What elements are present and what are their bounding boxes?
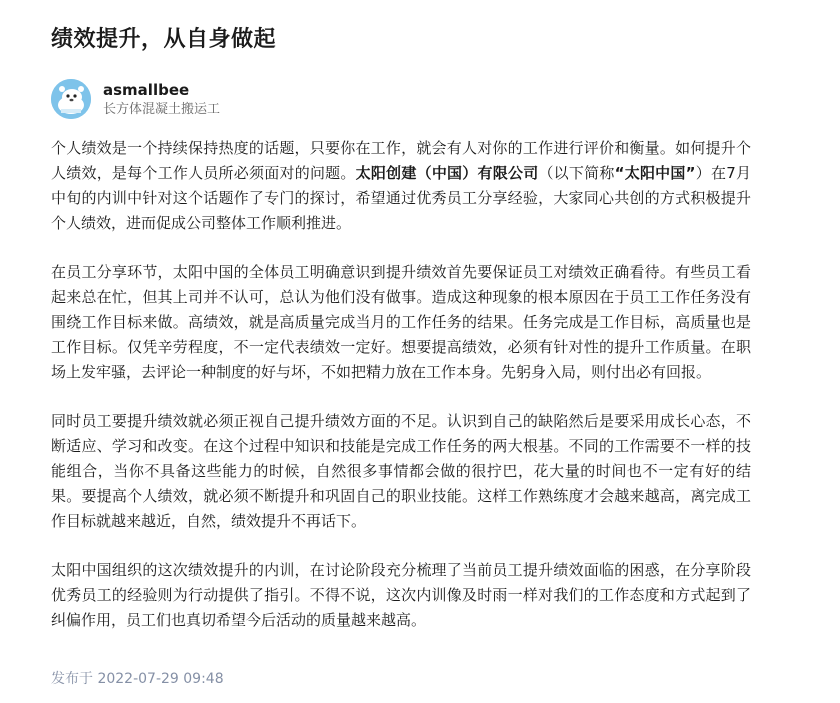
author-bio: 长方体混凝土搬运工 [103, 101, 221, 117]
author-meta [103, 80, 220, 119]
article-title: 绩效提升，从自身做起 [51, 27, 277, 52]
avatar[interactable] [51, 79, 91, 119]
paragraph-4: 太阳中国组织的这次绩效提升的内训，在讨论阶段充分梳理了当前员工提升绩效面临的困惑，在分享阶段优秀员工的经验则为行动提供了指引。不得不说，这次内训像及时雨一样对我们的工作态度和方式起到了纠偏作用，员工们也真切希望今后活动的质量越来越高。 [51, 561, 751, 629]
paragraph-2: 在员工分享环节，太阳中国的全体员工明确意识到提升绩效首先要保证员工对绩效正确看待。有些员工看起来总在忙，但其上司并不认可，总认为他们没有做事。造成这种现象的根本原因在于员工工作任务没有围绕工作目标来做。高绩效，就是高质量完成当月的工作任务的结果。任务完成是工作目标，高质量也是工作目标。仅凭辛劳程度，不一定代表绩效一定好。想要提高绩效，必须有针对性的提升工作质量。在职场上发牢骚，去评论一种制度的好与坏，不如把精力放在工作本身。先躬身入局，则付出必有回报。 [51, 263, 751, 381]
publish-time: 发布于 2022-07-29 09:48 [51, 671, 224, 687]
paragraph-1-text-a: 个人绩效是一个持续保持热度的话题，只要你在工作，就会有人对你的工作进行评价和衡量。如何提升个人绩效，是每个工作人员所必须面对的问题。 [51, 139, 751, 182]
bee-avatar-icon [51, 79, 91, 119]
company-name: 太阳创建（中国）有限公司 [355, 164, 539, 182]
paragraph-1-text-b: （以下简称 [538, 164, 615, 182]
paragraph-3: 同时员工要提升绩效就必须正视自己提升绩效方面的不足。认识到自己的缺陷然后是要采用成长心态，不断适应、学习和改变。在这个过程中知识和技能是完成工作任务的两大根基。不同的工作需要不一样的技能组合，当你不具备这些能力的时候，自然很多事情都会做的很拧巴，花大量的时间也不一定有好的结果。要提高个人绩效，就必须不断提升和巩固自己的职业技能。这样工作熟练度才会越来越高，离完成工作目标就越来越近，自然，绩效提升不再话下。 [51, 412, 751, 530]
paragraph-1 [51, 136, 751, 236]
article-content [51, 136, 751, 657]
paragraph-1-text-c: ）在7月中旬的内训中针对这个话题作了专门的探讨，希望通过优秀员工分享经验，大家同心共创的方式积极提升个人绩效，进而促成公司整体工作顺利推进。 [51, 164, 751, 232]
company-short-name: “太阳中国” [614, 164, 696, 182]
author-info [51, 78, 220, 120]
author-name[interactable]: asmallbee [103, 80, 190, 99]
